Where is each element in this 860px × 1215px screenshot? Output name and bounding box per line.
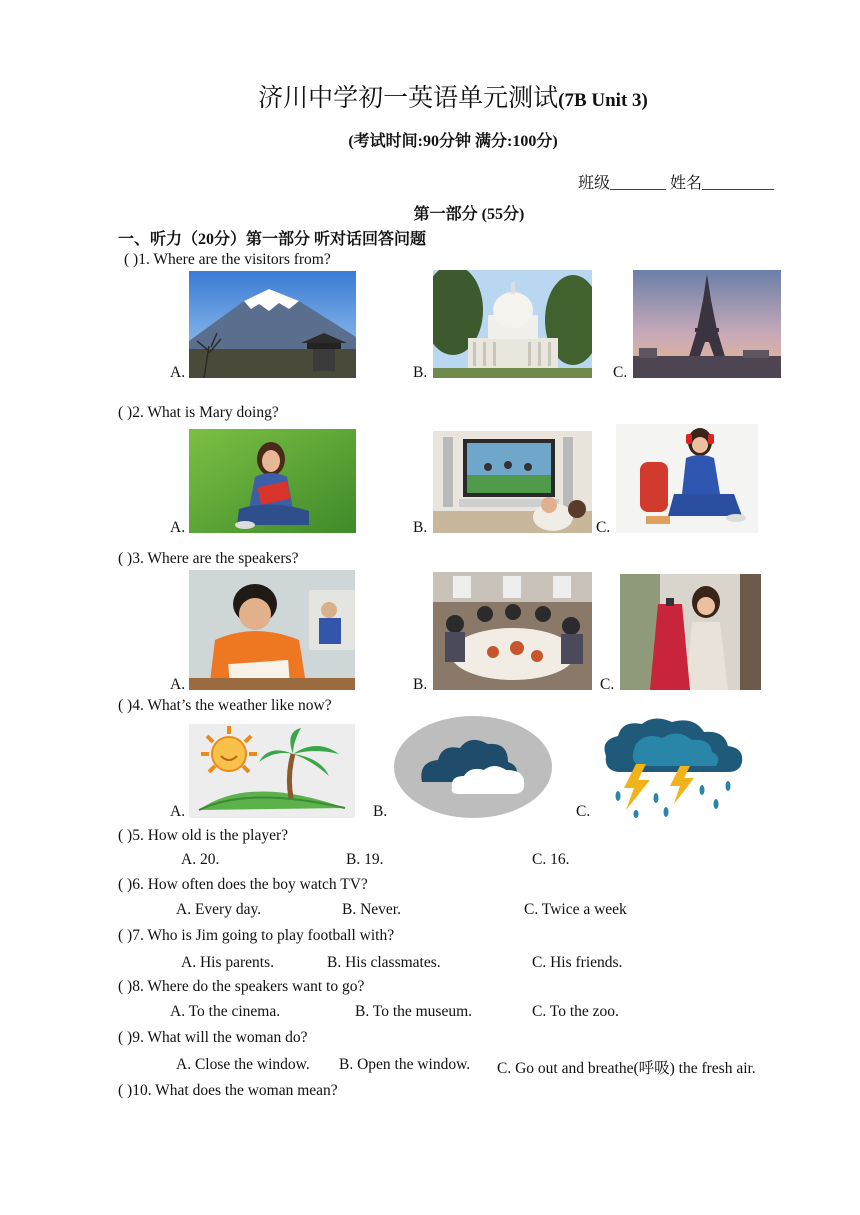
question-2 xyxy=(118,404,279,422)
page-title xyxy=(0,78,860,114)
question-text: 5. How old is the player? xyxy=(132,827,289,844)
answer-paren: ( ) xyxy=(118,927,133,944)
question-10 xyxy=(118,1082,338,1100)
question-text: 2. What is Mary doing? xyxy=(132,404,279,421)
thunderstorm-icon xyxy=(596,714,746,818)
answer-paren: ( ) xyxy=(118,697,133,714)
option-b-label: B. xyxy=(413,676,428,693)
title-en: (7B Unit 3) xyxy=(558,90,648,111)
option-a: A. 20. xyxy=(181,851,220,868)
option-c: C. To the zoo. xyxy=(532,1003,619,1020)
option-c-label: C. xyxy=(600,676,615,693)
mount-fuji-icon xyxy=(189,271,356,378)
option-a: A. To the cinema. xyxy=(170,1003,281,1020)
option-c: C. Go out and breathe(呼吸) the fresh air. xyxy=(497,1060,756,1077)
girl-reading-on-grass-icon xyxy=(189,429,356,533)
option-c-label: C. xyxy=(596,519,611,536)
option-a-label: A. xyxy=(170,803,186,820)
option-c: C. Twice a week xyxy=(524,901,627,918)
girl-with-headphones-icon xyxy=(616,424,758,533)
answer-paren: ( ) xyxy=(118,978,133,995)
option-a-label: A. xyxy=(170,364,186,381)
answer-paren: ( ) xyxy=(118,1029,133,1046)
option-b-label: B. xyxy=(413,364,428,381)
boy-studying-classroom-icon xyxy=(189,570,355,690)
people-dining-table-icon xyxy=(433,572,592,690)
question-6 xyxy=(118,876,368,894)
capitol-building-icon xyxy=(433,270,592,378)
sunny-island-icon xyxy=(189,724,355,818)
option-a-label: A. xyxy=(170,676,186,693)
option-a-label: A. xyxy=(170,519,186,536)
class-name-field: 班级_______ 姓名_________ xyxy=(578,175,775,192)
exam-info: (考试时间:90分钟 满分:100分) xyxy=(348,133,558,150)
question-4 xyxy=(118,697,332,715)
option-c-label: C. xyxy=(576,803,591,820)
woman-shopping-dress-icon xyxy=(620,574,761,690)
option-b: B. His classmates. xyxy=(327,954,441,971)
question-text: 10. What does the woman mean? xyxy=(132,1082,338,1099)
question-text: 7. Who is Jim going to play football with? xyxy=(132,927,395,944)
option-b-label: B. xyxy=(413,519,428,536)
option-c: C. His friends. xyxy=(532,954,623,971)
answer-paren: ( ) xyxy=(118,827,133,844)
question-text: 1. Where are the visitors from? xyxy=(138,251,331,268)
section-heading: 一、听力（20分）第一部分 听对话回答问题 xyxy=(118,231,427,248)
option-a: A. Every day. xyxy=(176,901,262,918)
answer-paren: ( ) xyxy=(124,251,139,268)
answer-paren: ( ) xyxy=(118,1082,133,1099)
question-text: 4. What’s the weather like now? xyxy=(132,697,332,714)
question-8 xyxy=(118,978,364,996)
answer-paren: ( ) xyxy=(118,550,133,567)
option-a: A. Close the window. xyxy=(176,1056,310,1073)
question-3 xyxy=(118,550,298,568)
option-b: B. To the museum. xyxy=(355,1003,473,1020)
part-heading: 第一部分 (55分) xyxy=(413,206,525,223)
question-1 xyxy=(124,251,331,269)
family-watching-tv-icon xyxy=(433,431,592,533)
question-9 xyxy=(118,1029,308,1047)
question-text: 3. Where are the speakers? xyxy=(132,550,299,567)
title-cn: 济川中学初一英语单元测试 xyxy=(258,85,559,112)
option-b: B. Open the window. xyxy=(339,1056,471,1073)
option-a: A. His parents. xyxy=(181,954,274,971)
option-c-label: C. xyxy=(613,364,628,381)
question-7 xyxy=(118,927,394,945)
question-5 xyxy=(118,827,288,845)
question-text: 9. What will the woman do? xyxy=(132,1029,308,1046)
question-text: 8. Where do the speakers want to go? xyxy=(132,978,365,995)
option-c: C. 16. xyxy=(532,851,570,868)
option-b: B. 19. xyxy=(346,851,384,868)
answer-paren: ( ) xyxy=(118,404,133,421)
cloudy-icon xyxy=(394,716,552,818)
question-text: 6. How often does the boy watch TV? xyxy=(132,876,368,893)
eiffel-tower-icon xyxy=(633,270,781,378)
answer-paren: ( ) xyxy=(118,876,133,893)
option-b: B. Never. xyxy=(342,901,401,918)
option-b-label: B. xyxy=(373,803,388,820)
